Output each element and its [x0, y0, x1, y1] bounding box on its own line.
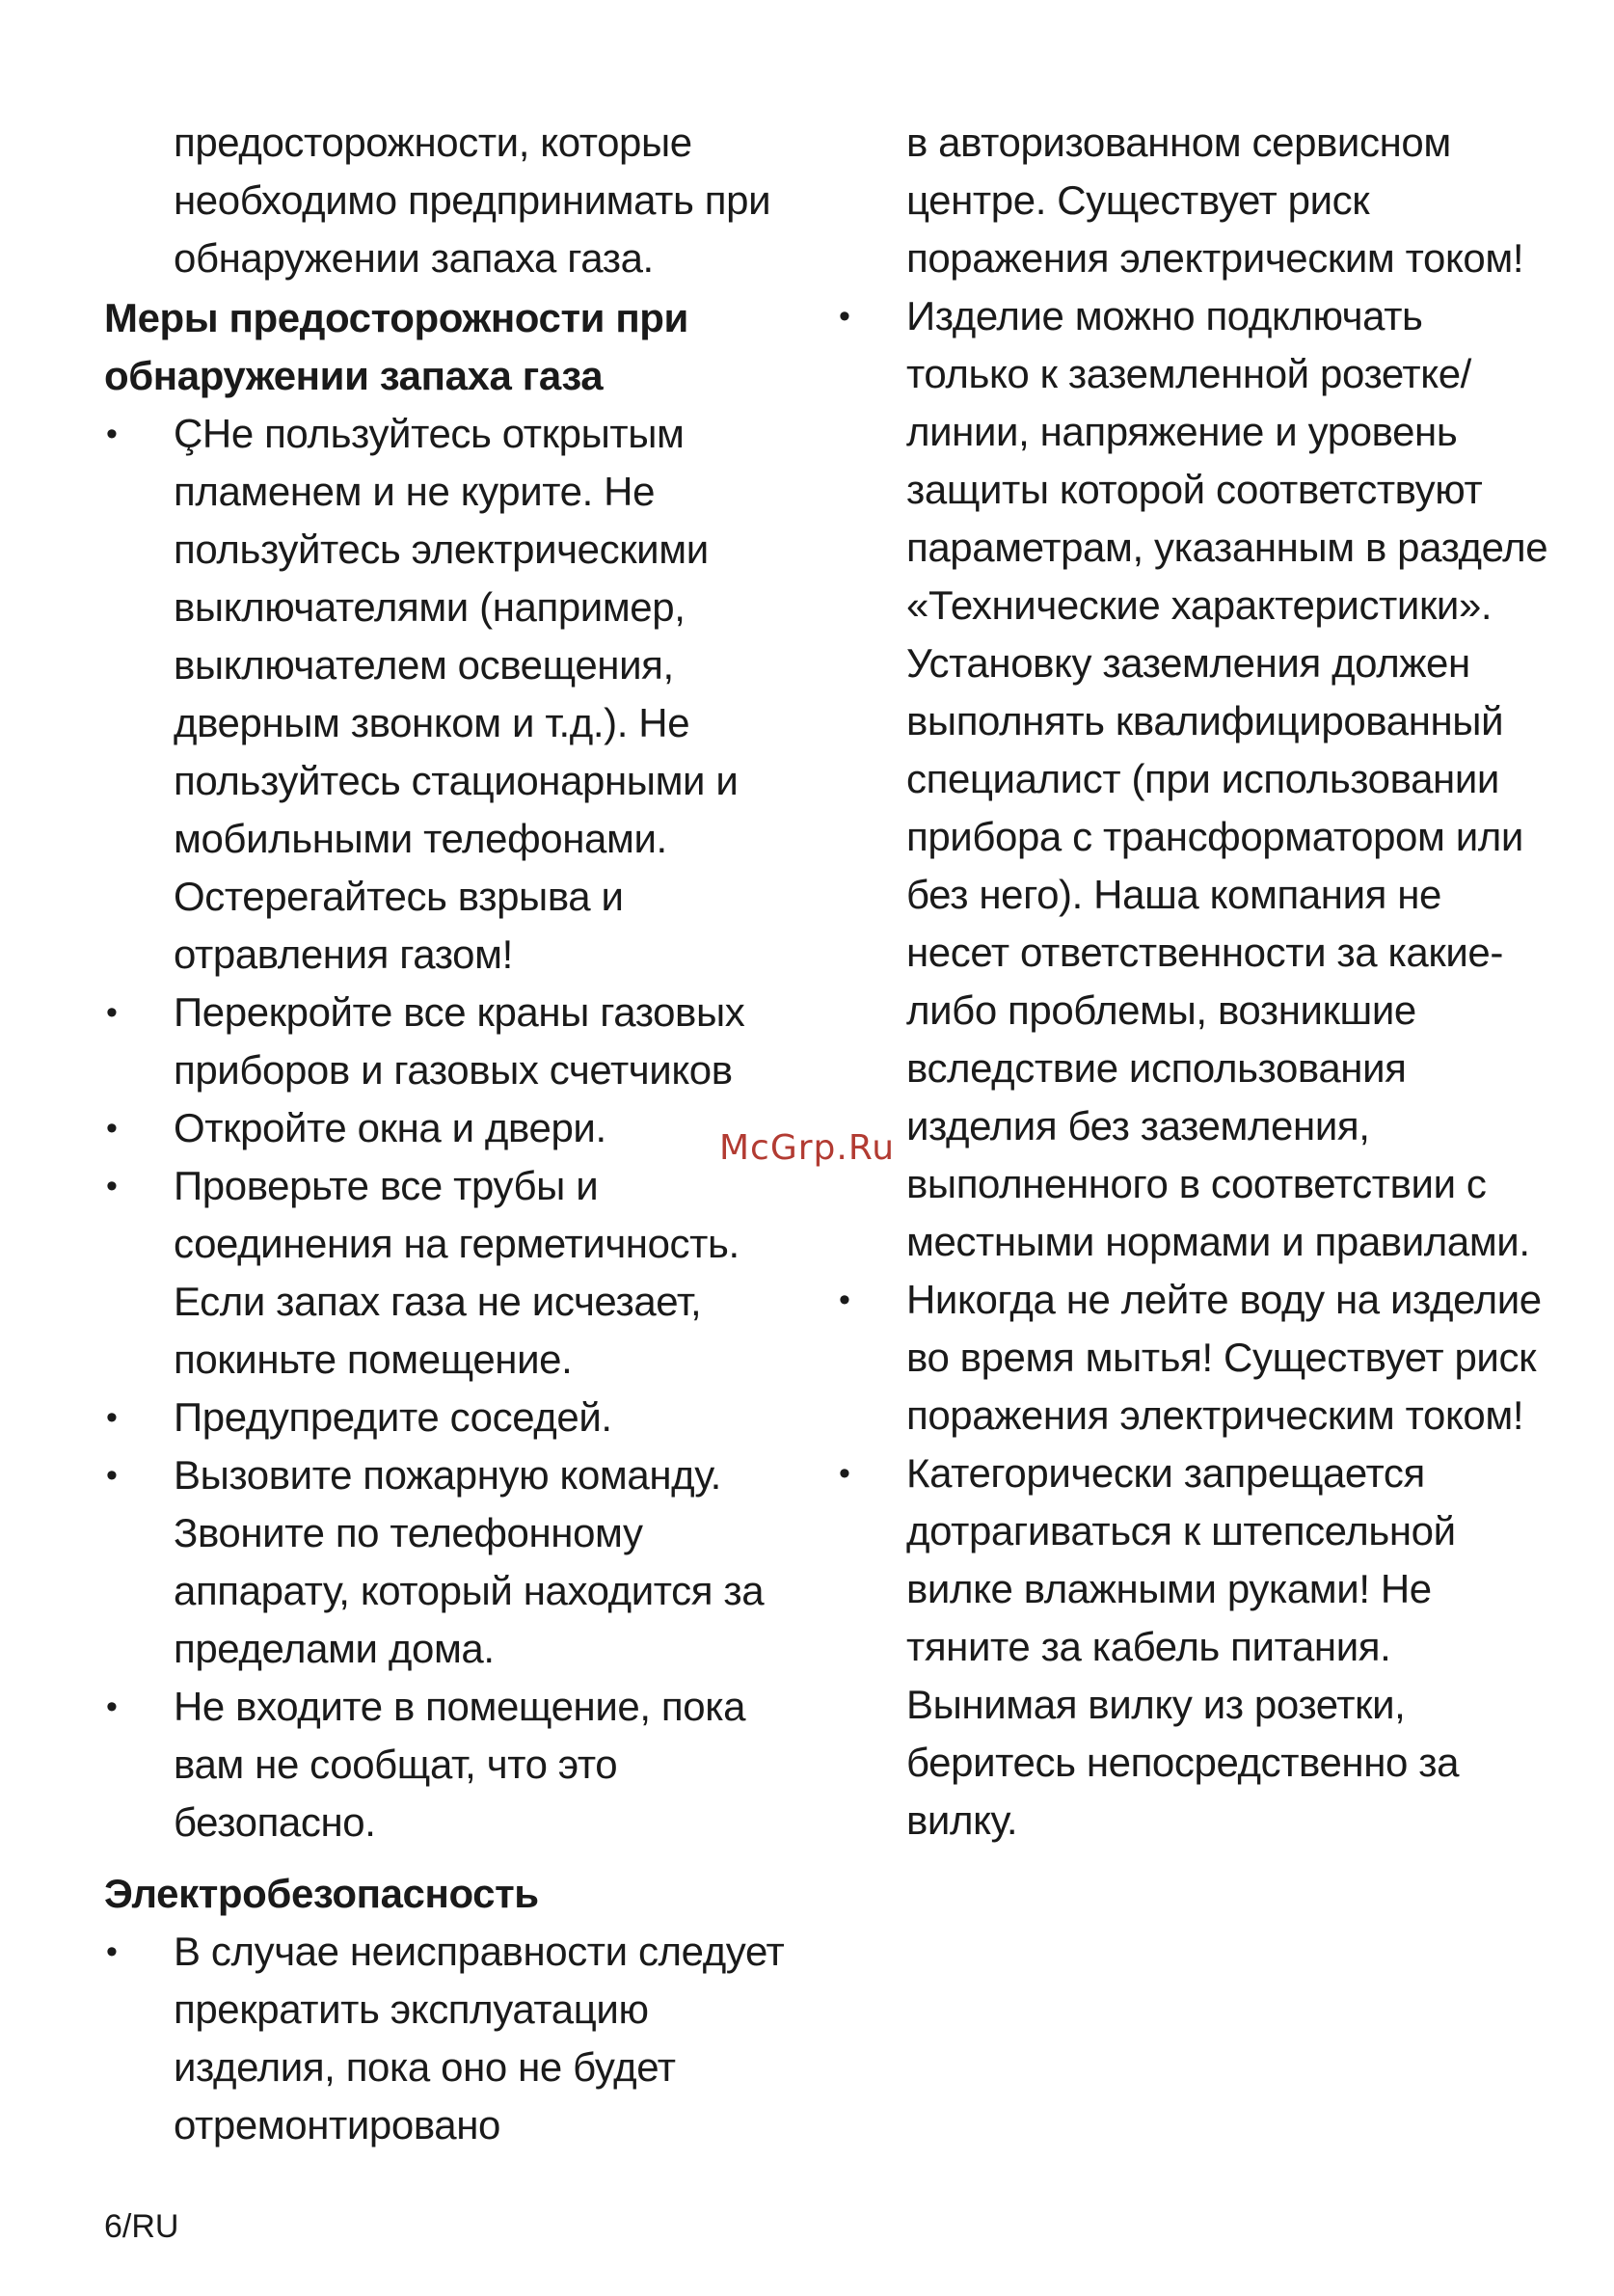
- bullet-icon: •: [106, 1457, 118, 1494]
- list-item: • ÇНе пользуйтесь открытым пламенем и не курите. Не пользуйтесь электрическими выключателями (например, выключателем освещения, дверным звонком и т.д.). Не пользуйтесь стационарными и мобильными телефонами. Остерегайтесь взрыва и отравления газом!: [104, 405, 798, 984]
- electric-safety-list-continued: [837, 287, 1550, 1850]
- list-item: • Вызовите пожарную команду. Звоните по телефонному аппарату, который находится за пределами дома.: [104, 1446, 798, 1678]
- bullet-icon: •: [106, 1399, 118, 1436]
- bullet-icon: •: [106, 416, 118, 452]
- list-item: • Перекройте все краны газовых приборов и газовых счетчиков: [104, 984, 798, 1099]
- bullet-icon: •: [106, 1110, 118, 1147]
- list-item: • Предупредите соседей.: [104, 1389, 798, 1446]
- list-item: • Проверьте все трубы и соединения на герметичность. Если запах газа не исчезает, покиньте помещение.: [104, 1157, 798, 1389]
- list-item: • В случае неисправности следует прекратить эксплуатацию изделия, пока оно не будет отремонтировано: [104, 1923, 798, 2154]
- bullet-icon: •: [839, 1282, 850, 1318]
- intro-continuation: предосторожности, которые необходимо предпринимать при обнаружении запаха газа.: [174, 120, 771, 281]
- bullet-icon: •: [106, 994, 118, 1031]
- right-continuation: в авторизованном сервисном центре. Существует риск поражения электрическим током!: [906, 120, 1524, 281]
- electric-safety-heading: Электробезопасность: [104, 1871, 539, 1916]
- bullet-icon: •: [839, 298, 850, 335]
- list-item: • Не входите в помещение, пока вам не сообщат, что это безопасно.: [104, 1678, 798, 1851]
- gas-safety-list: [104, 405, 798, 1851]
- electric-safety-list: [104, 1923, 798, 2154]
- list-item: • Никогда не лейте воду на изделие во время мытья! Существует риск поражения электрическим током!: [837, 1271, 1550, 1445]
- list-item: • Откройте окна и двери.: [104, 1099, 798, 1157]
- bullet-icon: •: [839, 1455, 850, 1492]
- bullet-icon: •: [106, 1688, 118, 1725]
- left-column: [104, 114, 798, 2154]
- list-item: • Категорически запрещается дотрагиваться к штепсельной вилке влажными руками! Не тяните за кабель питания. Вынимая вилку из розетки, беритесь непосредственно за вилку.: [837, 1445, 1550, 1850]
- right-column: [837, 114, 1550, 1850]
- watermark: McGrp.Ru: [719, 1128, 896, 1168]
- page-number: 6/RU: [104, 2208, 179, 2245]
- bullet-icon: •: [106, 1933, 118, 1970]
- bullet-icon: •: [106, 1168, 118, 1204]
- list-item: • Изделие можно подключать только к заземленной розетке/линии, напряжение и уровень защиты которой соответствуют параметрам, указанным в разделе «Технические характеристики». Установку заземления должен выполнять квалифицированный специалист (при использовании прибора с трансформатором или без него). Наша компания не несет ответственности за какие-либо проблемы, возникшие вследствие использования изделия без заземления, выполненного в соответствии с местными нормами и правилами.: [837, 287, 1550, 1271]
- gas-safety-heading: Меры предосторожности при обнаружении запаха газа: [104, 295, 688, 398]
